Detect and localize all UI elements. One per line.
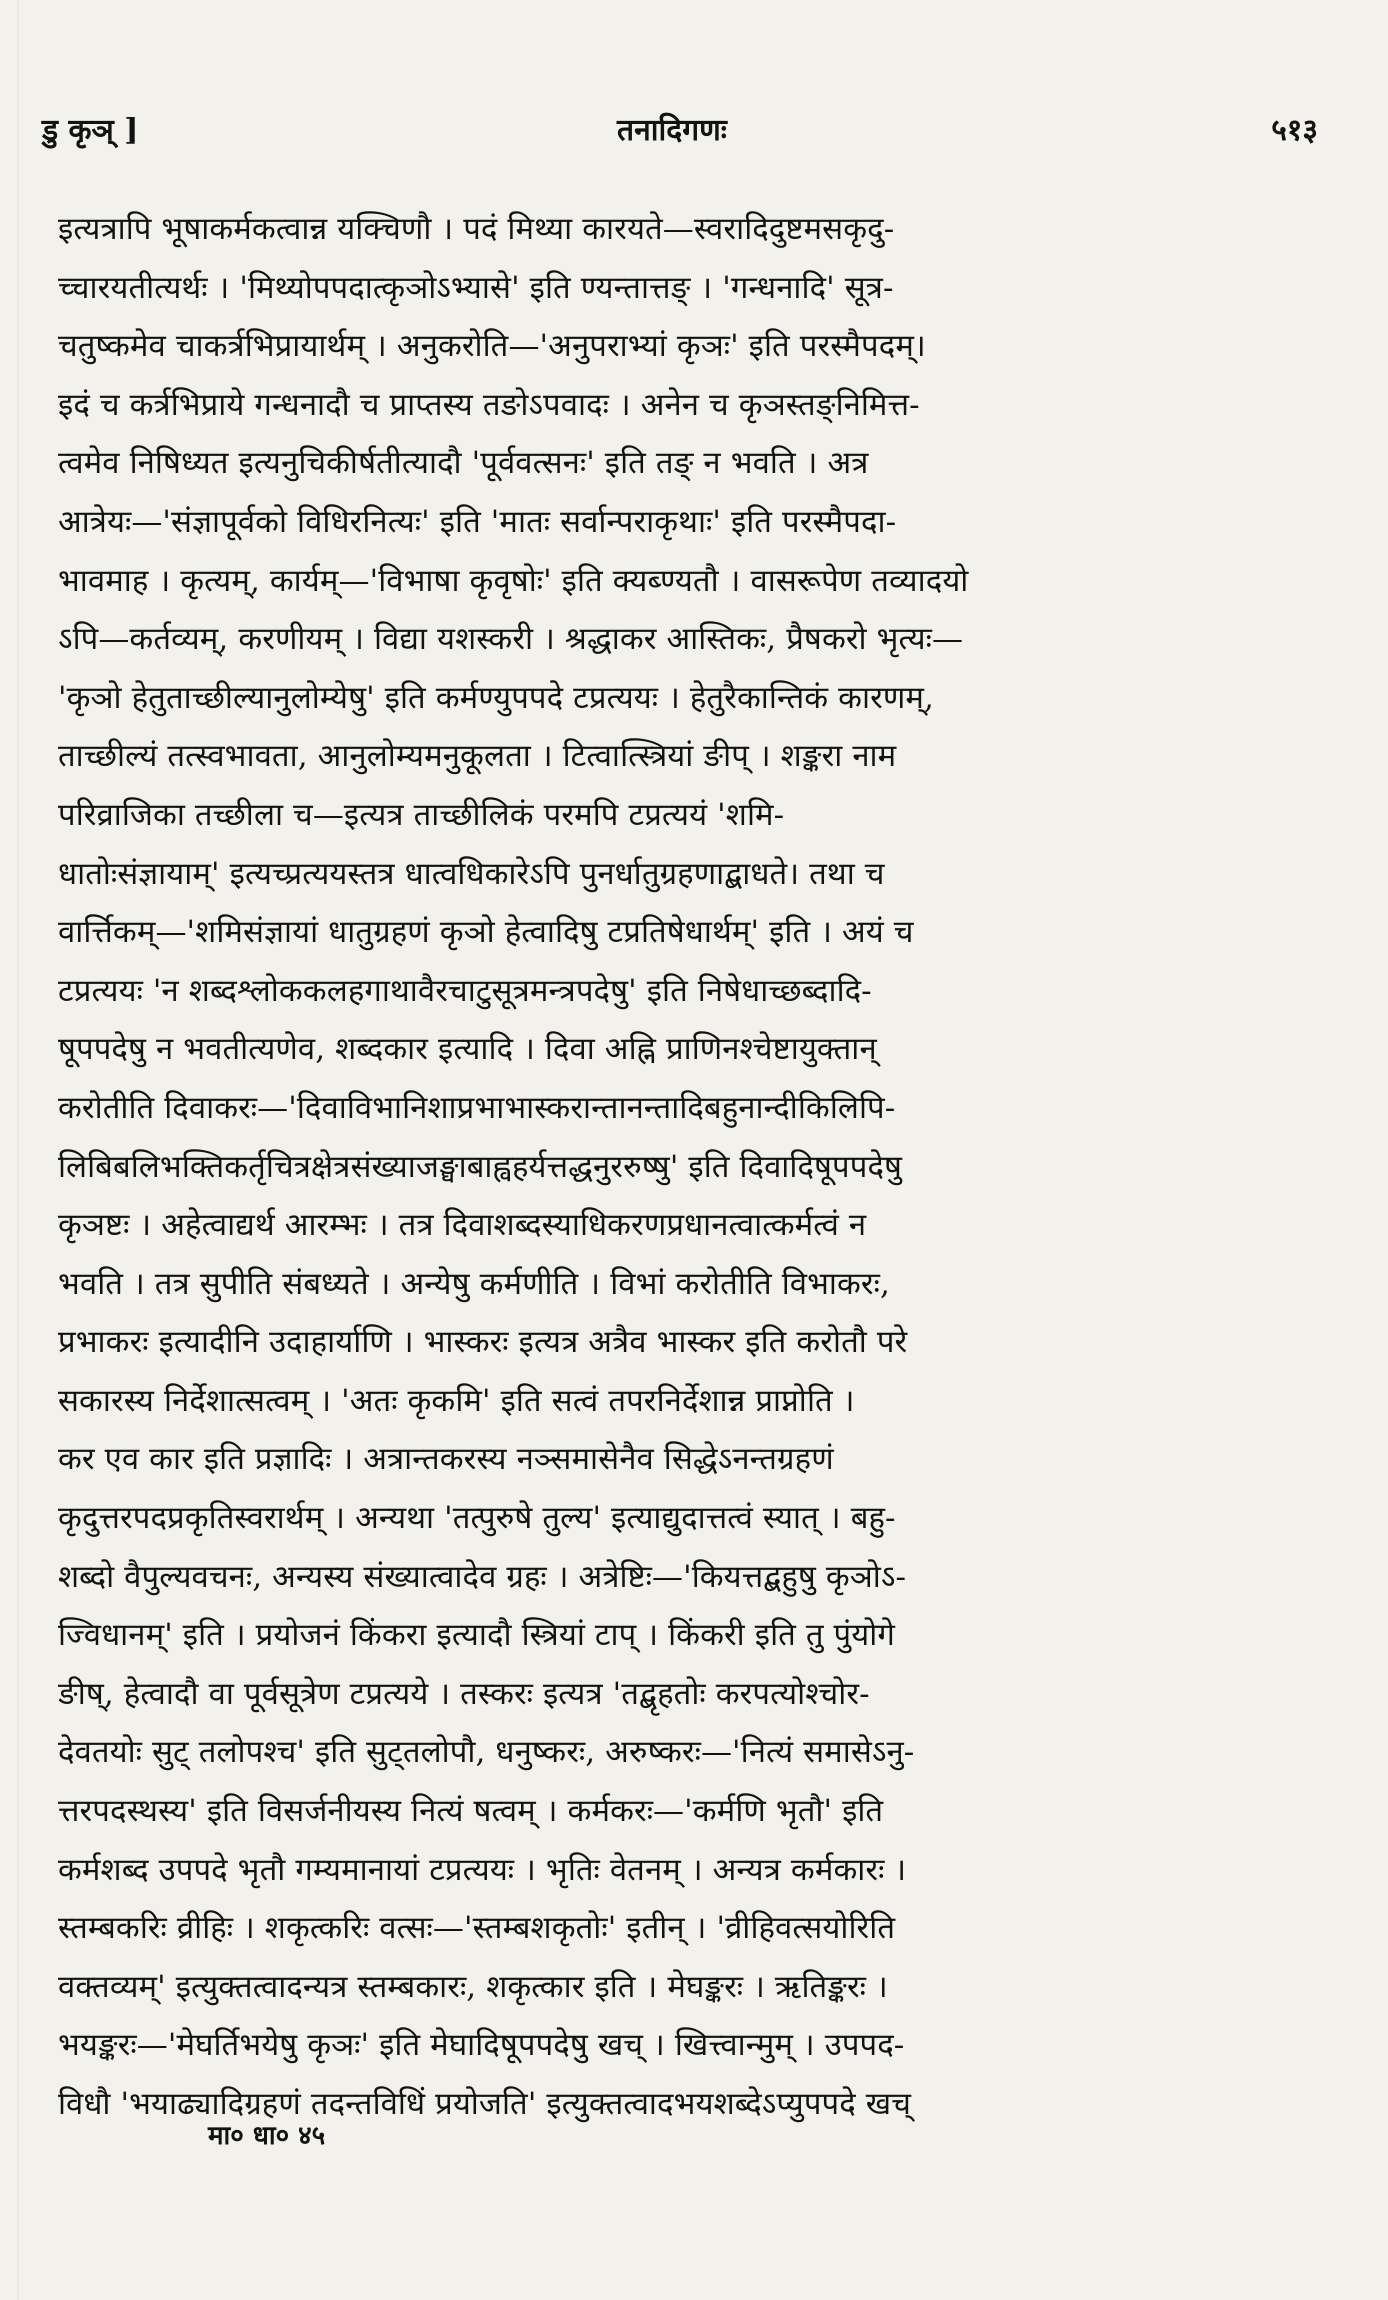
text-line: चतुष्कमेव चाकर्त्रभिप्रायार्थम् । अनुकरोति—'अनुपराभ्यां कृञः' इति परस्मैपदम्। xyxy=(58,328,926,365)
text-line: ङीष्, हेत्वादौ वा पूर्वसूत्रेण टप्रत्यये । तस्करः इत्यत्र 'तद्बृहतोः करपत्योश्चोर- xyxy=(58,1675,870,1712)
text-line: 'कृञो हेतुताच्छील्यानुलोम्येषु' इति कर्मण्युपपदे टप्रत्ययः । हेतुरैकान्तिकं कारणम्, xyxy=(58,679,934,716)
text-line: इत्यत्रापि भूषाकर्मकत्वान्न यक्चिणौ । पदं मिथ्या कारयते—स्वरादिदुष्टमसकृदु- xyxy=(58,211,895,247)
signature-mark: मा० धा० ४५ xyxy=(208,2121,326,2151)
text-line: स्तम्बकरिः व्रीहिः । शकृत्करिः वत्सः—'स्तम्बशकृतोः' इतीन् । 'व्रीहिवत्सयोरिति xyxy=(58,1910,896,1947)
text-line: परिव्राजिका तच्छीला च—इत्यत्र ताच्छीलिकं परमपि टप्रत्ययं 'शमि- xyxy=(58,796,785,833)
text-line: कर एव कार इति प्रज्ञादिः । अत्रान्तकरस्य नञ्समासेनैव सिद्धेऽनन्तग्रहणं xyxy=(58,1441,834,1478)
text-line: आत्रेयः—'संज्ञापूर्वको विधिरनित्यः' इति 'मातः सर्वान्पराकृथाः' इति परस्मैपदा- xyxy=(58,503,897,540)
text-line: कृञष्टः । अहेत्वाद्यर्थ आरम्भः । तत्र दिवाशब्दस्याधिकरणप्रधानत्वात्कर्मत्वं न xyxy=(58,1207,867,1244)
text-line: ऽपि—कर्तव्यम्, करणीयम् । विद्या यशस्करी । श्रद्धाकर आस्तिकः, प्रैषकरो भृत्यः— xyxy=(58,621,964,658)
text-line: वक्तव्यम्' इत्युक्तत्वादन्यत्र स्तम्बकारः, शकृत्कार इति । मेघङ्करः । ऋतिङ्करः । xyxy=(58,1968,888,2005)
text-line: भावमाह । कृत्यम्, कार्यम्—'विभाषा कृवृषोः' इति क्यब्ण्यतौ । वासरूपेण तव्यादयो xyxy=(58,562,969,599)
running-header xyxy=(42,108,1318,168)
text-line: इदं च कर्त्रभिप्राये गन्धनादौ च प्राप्तस्य तङोऽपवादः । अनेन च कृञस्तङ्निमित्त- xyxy=(58,386,920,423)
text-line: च्चारयतीत्यर्थः । 'मिथ्योपपदात्कृञोऽभ्यासे' इति ण्यन्तात्तङ् । 'गन्धनादि' सूत्र- xyxy=(58,269,894,306)
text-line: कर्मशब्द उपपदे भृतौ गम्यमानायां टप्रत्ययः । भृतिः वेतनम् । अन्यत्र कर्मकारः । xyxy=(58,1851,907,1888)
text-line: त्वमेव निषिध्यत इत्यनुचिकीर्षतीत्यादौ 'पूर्ववत्सनः' इति तङ् न भवति । अत्र xyxy=(58,445,869,482)
text-line: शब्दो वैपुल्यवचनः, अन्यस्य संख्यात्वादेव ग्रहः । अत्रेष्टिः—'कियत्तद्बहुषु कृञोऽ- xyxy=(58,1558,907,1595)
page-number: ५१३ xyxy=(1271,113,1318,148)
text-line: करोतीति दिवाकरः—'दिवाविभानिशाप्रभाभास्करान्तानन्तादिबहुनान्दीकिलिपि- xyxy=(58,1089,896,1126)
text-line: धातोःसंज्ञायाम्' इत्यच्प्रत्ययस्तत्र धात्वधिकारेऽपि पुनर्धातुग्रहणाद्बाधते। तथा च xyxy=(58,855,885,892)
text-line: देवतयोः सुट् तलोपश्च' इति सुट्तलोपौ, धनुष्करः, अरुष्करः—'नित्यं समासेऽनु- xyxy=(58,1734,915,1771)
text-line: ज्विधानम्' इति । प्रयोजनं किंकरा इत्यादौ स्त्रियां टाप् । किंकरी इति तु पुंयोगे xyxy=(58,1617,895,1654)
text-line: कृदुत्तरपदप्रकृतिस्वरार्थम् । अन्यथा 'तत्पुरुषे तुल्य' इत्याद्युदात्तत्वं स्यात् । बहु- xyxy=(58,1500,896,1537)
text-line: त्तरपदस्थस्य' इति विसर्जनीयस्य नित्यं षत्वम् । कर्मकरः—'कर्मणि भृतौ' इति xyxy=(58,1793,884,1830)
text-line: षूपपदेषु न भवतीत्यणेव, शब्दकार इत्यादि । दिवा अह्नि प्राणिनश्चेष्टायुक्तान् xyxy=(58,1031,877,1068)
text-line: लिबिबलिभक्तिकर्तृचित्रक्षेत्रसंख्याजङ्घाबाह्वहर्यत्तद्धनुररुष्षु' इति दिवादिषूपपदेषु xyxy=(58,1148,903,1185)
page-edge-shadow xyxy=(17,0,19,2300)
text-line: ताच्छील्यं तत्स्वभावता, आनुलोम्यमनुकूलता । टित्वात्स्त्रियां ङीप् । शङ्करा नाम xyxy=(58,738,897,775)
commentary-text xyxy=(58,200,1326,2122)
text-line: विधौ 'भयाढ्यादिग्रहणं तदन्तविधिं प्रयोजति' इत्युक्तत्वादभयशब्देऽप्युपपदे खच् xyxy=(58,2086,912,2122)
text-line: प्रभाकरः इत्यादीनि उदाहार्याणि । भास्करः इत्यत्र अत्रैव भास्कर इति करोतौ परे xyxy=(58,1324,908,1361)
text-line: सकारस्य निर्देशात्सत्वम् । 'अतः कृकमि' इति सत्वं तपरनिर्देशान्न प्राप्नोति । xyxy=(58,1382,855,1419)
text-line: वार्त्तिकम्—'शमिसंज्ञायां धातुग्रहणं कृञो हेत्वादिषु टप्रतिषेधार्थम्' इति । अयं च xyxy=(58,914,914,951)
text-line: भवति । तत्र सुपीति संबध्यते । अन्येषु कर्मणीति । विभां करोतीति विभाकरः, xyxy=(58,1265,890,1302)
header-root: डु कृञ् ] xyxy=(42,113,139,148)
text-line: टप्रत्ययः 'न शब्दश्लोककलहगाथावैरचाटुसूत्रमन्त्रपदेषु' इति निषेधाच्छब्दादि- xyxy=(58,972,872,1009)
text-line: भयङ्करः—'मेघर्तिभयेषु कृञः' इति मेघादिषूपपदेषु खच् । खित्त्वान्मुम् । उपपद- xyxy=(58,2027,905,2064)
header-title: तनादिगणः xyxy=(617,113,727,148)
